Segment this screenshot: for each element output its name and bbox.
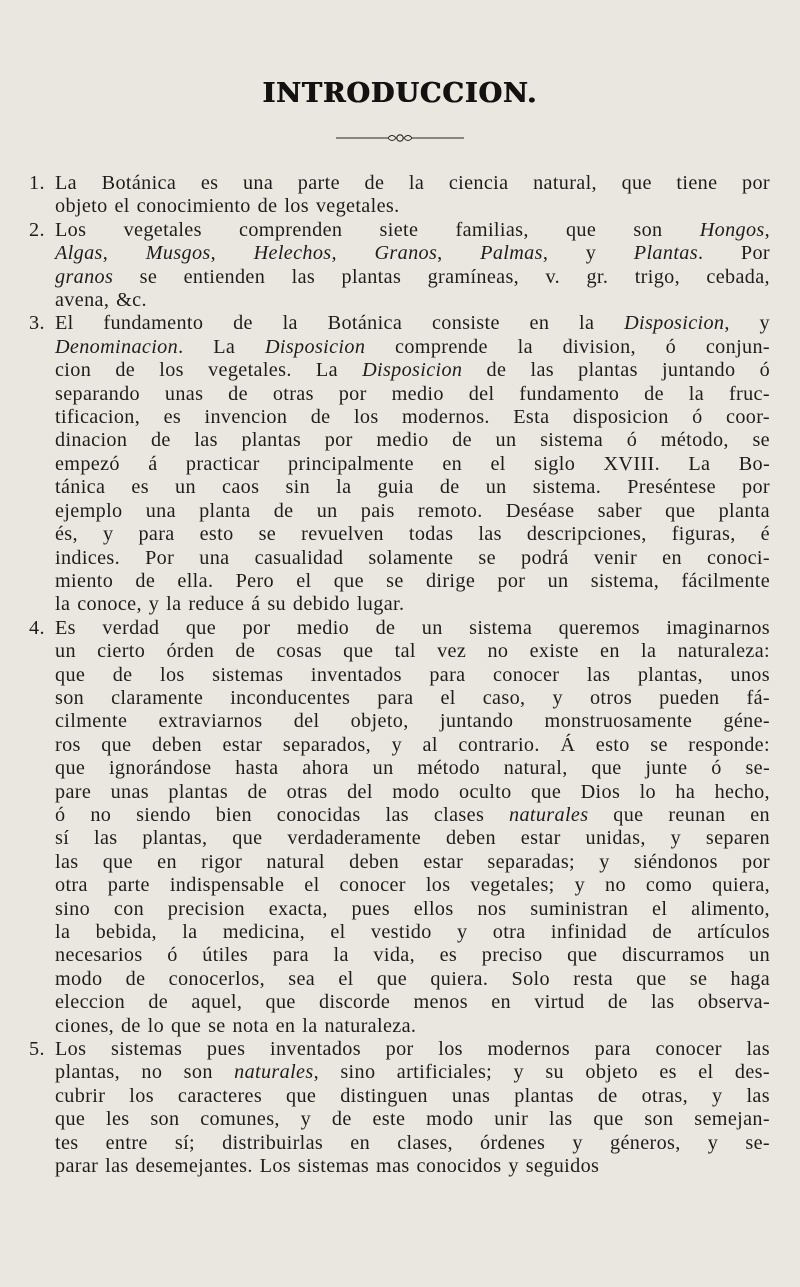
text-line: cubrir los caracteres que distinguen unas plantas de otras, y las xyxy=(55,1084,770,1107)
text-line: sí las plantas, que verdaderamente deben estar unidas, y separen xyxy=(55,827,771,850)
paragraph-number: 5. xyxy=(29,1038,45,1061)
text-line: son claramente inconducentes para el caso, y otros pueden fá- xyxy=(55,686,770,709)
text-line: cion de los vegetales. La Disposicion de las plantas juntando ó xyxy=(55,359,771,382)
text-line: parar las desemejantes. Los sistemas mas conocidos y seguidos xyxy=(55,1155,600,1178)
text-line: plantas, no son naturales, sino artificiales; y su objeto es el des- xyxy=(55,1061,770,1084)
paragraph-number: 2. xyxy=(29,218,45,241)
text-line: tificacion, es invencion de los modernos. Esta disposicion ó coor- xyxy=(55,406,770,429)
text-line: tes entre sí; distribuirlas en clases, órdenes y géneros, y se- xyxy=(55,1131,770,1154)
text-line: és, y para esto se revuelven todas las descripciones, figuras, é xyxy=(55,523,770,546)
paragraph-number: 3. xyxy=(29,312,45,335)
text-line: sino con precision exacta, pues ellos nos suministran el alimento, xyxy=(55,897,770,920)
text-line: granos se entienden las plantas gramíneas, v. gr. trigo, cebada, xyxy=(55,265,770,288)
page-title: INTRODUCCION. xyxy=(262,78,538,109)
text-line: eleccion de aquel, que discorde menos en virtud de las observa- xyxy=(55,991,771,1014)
text-line: objeto el conocimiento de los vegetales. xyxy=(55,195,400,218)
text-line: otra parte indispensable el conocer los vegetales; y no como quiera, xyxy=(55,874,771,897)
body-text xyxy=(30,172,770,1178)
text-line: miento de ella. Pero el que se dirige por un sistema, fácilmente xyxy=(55,569,771,592)
text-line: pare unas plantas de otras del modo oculto que Dios lo ha hecho, xyxy=(55,780,770,803)
text-line: ciones, de lo que se nota en la naturaleza. xyxy=(55,1014,417,1037)
paragraph-number: 4. xyxy=(29,616,45,639)
text-line: empezó á practicar principalmente en el siglo XVIII. La Bo- xyxy=(55,452,771,475)
text-line: ejemplo una planta de un pais remoto. Deséase saber que planta xyxy=(55,499,770,522)
text-line: la bebida, la medicina, el vestido y otra infinidad de artículos xyxy=(55,921,770,943)
text-line: Algas, Musgos, Helechos, Granos, Palmas, y Plantas. Por xyxy=(55,242,770,265)
text-line: un cierto órden de cosas que tal vez no existe en la naturaleza: xyxy=(55,640,770,663)
text-line: que les son comunes, y de este modo unir las que son semejan- xyxy=(55,1108,770,1131)
text-line: indices. Por una casualidad solamente se podrá venir en conoci- xyxy=(55,546,770,569)
text-line: ros que deben estar separados, y al contrario. Á esto se responde: xyxy=(55,733,770,756)
ornament-divider-icon xyxy=(330,130,470,146)
text-line: que de los sistemas inventados para conocer las plantas, unos xyxy=(55,663,770,686)
text-line: Es verdad que por medio de un sistema queremos imaginarnos xyxy=(55,616,771,639)
paragraph-number: 1. xyxy=(29,172,45,194)
text-line: ó no siendo bien conocidas las clases naturales que reunan en xyxy=(55,803,771,826)
text-line: avena, &c. xyxy=(55,289,147,312)
paragraph xyxy=(30,1038,770,1178)
paragraph xyxy=(30,172,770,219)
paragraph xyxy=(30,312,770,616)
text-line: La Botánica es una parte de la ciencia natural, que tiene por xyxy=(55,172,770,194)
paragraph xyxy=(30,219,770,313)
text-line: necesarios ó útiles para la vida, es preciso que discurramos un xyxy=(55,944,771,967)
text-line: dinacion de las plantas por medio de un sistema ó método, se xyxy=(55,429,770,452)
text-line: que ignorándose hasta ahora un método natural, que junte ó se- xyxy=(55,757,771,780)
text-line: la conoce, y la reduce á su debido lugar. xyxy=(55,593,405,616)
text-line: Denominacion. La Disposicion comprende la division, ó conjun- xyxy=(55,335,770,358)
text-line: Los vegetales comprenden siete familias, que son Hongos, xyxy=(55,218,771,241)
text-line: cilmente extraviarnos del objeto, juntando monstruosamente géne- xyxy=(55,710,771,733)
text-line: modo de conocerlos, sea el que quiera. Solo resta que se haga xyxy=(55,967,771,990)
text-line: separando unas de otras por medio del fundamento de la fruc- xyxy=(55,382,770,405)
text-line: las que en rigor natural deben estar separadas; y siéndonos por xyxy=(55,850,771,873)
text-line: Los sistemas pues inventados por los modernos para conocer las xyxy=(55,1038,770,1061)
text-line: tánica es un caos sin la guia de un sistema. Preséntese por xyxy=(55,476,771,499)
text-line: El fundamento de la Botánica consiste en la Disposicion, y xyxy=(55,312,770,335)
paragraph xyxy=(30,617,770,1038)
